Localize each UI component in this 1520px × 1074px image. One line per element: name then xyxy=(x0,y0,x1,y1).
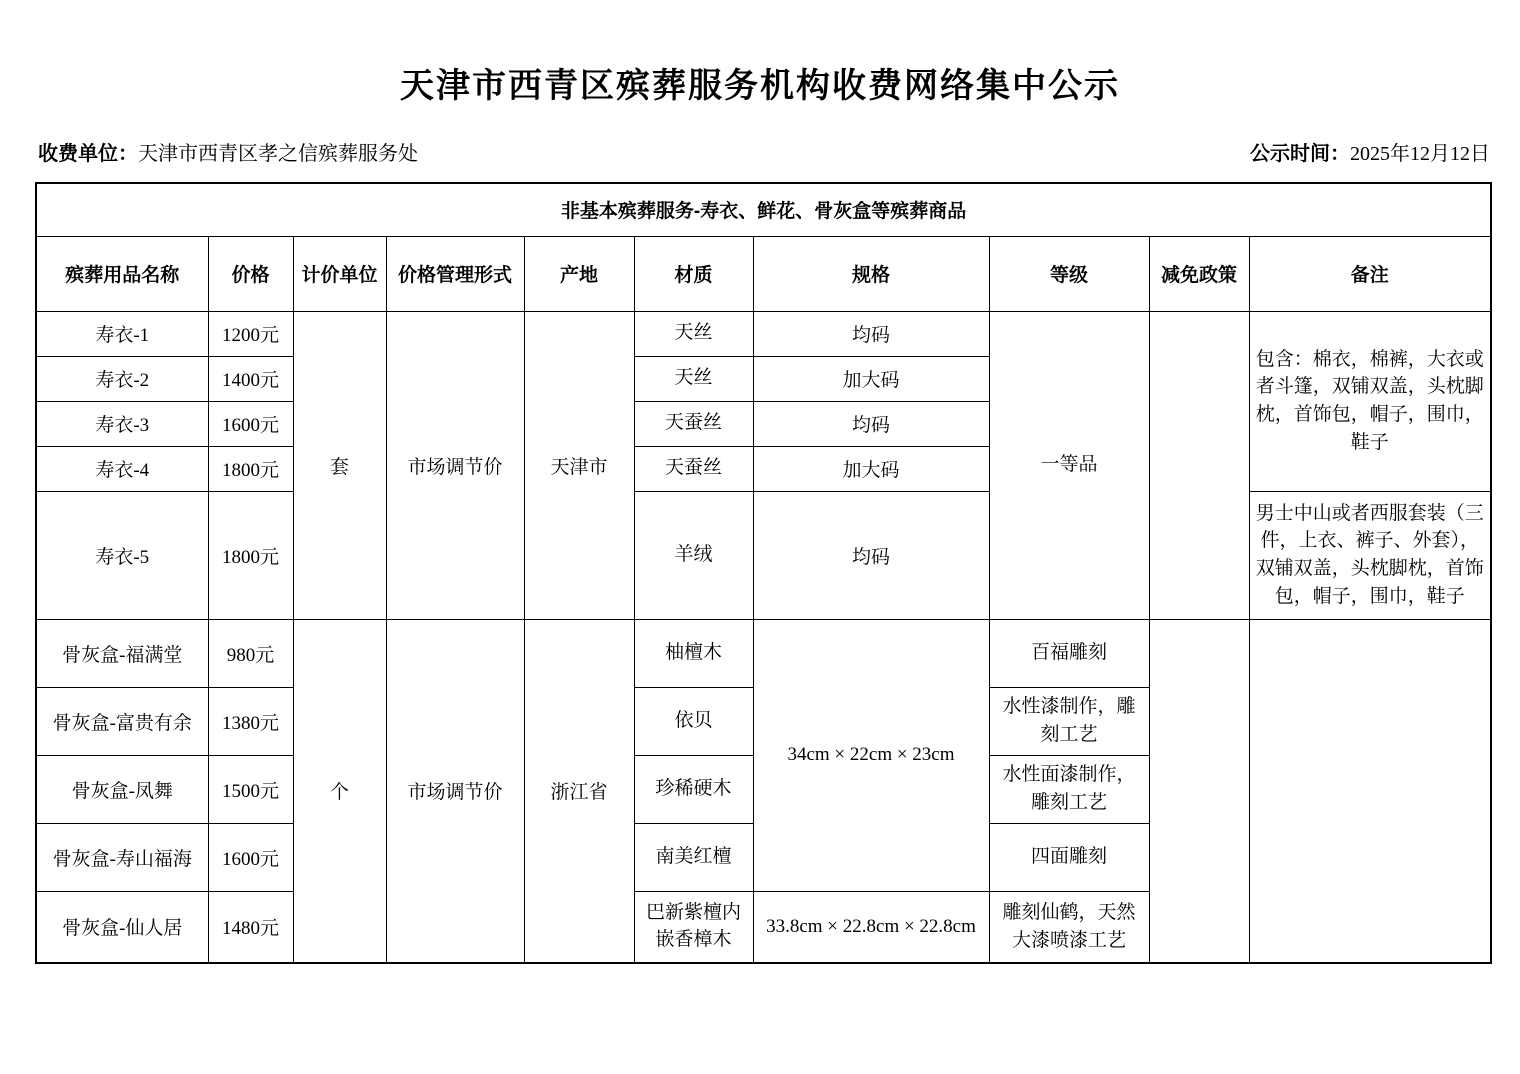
unit-cell: 套 xyxy=(293,311,386,619)
price-cell: 1200元 xyxy=(208,311,293,356)
material-cell: 天丝 xyxy=(634,311,753,356)
charging-unit-label: 收费单位： xyxy=(38,143,138,165)
grade-cell: 水性漆制作，雕刻工艺 xyxy=(989,687,1149,755)
col-header-product-name: 殡葬用品名称 xyxy=(36,236,208,311)
material-cell: 柚檀木 xyxy=(634,619,753,687)
col-header-price-mgmt: 价格管理形式 xyxy=(386,236,524,311)
product-name-cell: 骨灰盒-凤舞 xyxy=(36,755,208,823)
grade-cell: 一等品 xyxy=(989,311,1149,619)
price-mgmt-cell: 市场调节价 xyxy=(386,311,524,619)
publicity-date-value: 2025年12月12日 xyxy=(1350,143,1490,165)
charging-unit xyxy=(38,137,418,166)
grade-cell: 四面雕刻 xyxy=(989,823,1149,891)
col-header-origin: 产地 xyxy=(524,236,634,311)
spec-cell: 33.8cm × 22.8cm × 22.8cm xyxy=(753,891,989,963)
product-name-cell: 骨灰盒-仙人居 xyxy=(36,891,208,963)
spec-cell: 均码 xyxy=(753,401,989,446)
spec-cell: 均码 xyxy=(753,491,989,619)
material-cell: 依贝 xyxy=(634,687,753,755)
product-name-cell: 寿衣-5 xyxy=(36,491,208,619)
material-cell: 珍稀硬木 xyxy=(634,755,753,823)
col-header-unit: 计价单位 xyxy=(293,236,386,311)
price-cell: 1600元 xyxy=(208,401,293,446)
unit-cell: 个 xyxy=(293,619,386,963)
material-cell: 天蚕丝 xyxy=(634,401,753,446)
remark-cell: 男士中山或者西服套装（三件，上衣、裤子、外套），双铺双盖，头枕脚枕，首饰包，帽子，围巾，鞋子 xyxy=(1249,491,1491,619)
material-cell: 天蚕丝 xyxy=(634,446,753,491)
col-header-price: 价格 xyxy=(208,236,293,311)
origin-cell: 天津市 xyxy=(524,311,634,619)
grade-cell: 雕刻仙鹤，天然大漆喷漆工艺 xyxy=(989,891,1149,963)
product-name-cell: 骨灰盒-福满堂 xyxy=(36,619,208,687)
table-row xyxy=(36,619,1491,687)
table-row xyxy=(36,311,1491,356)
column-header-row xyxy=(36,236,1491,311)
policy-cell xyxy=(1149,311,1249,619)
publicity-date xyxy=(1250,137,1490,166)
price-cell: 1800元 xyxy=(208,446,293,491)
spec-cell: 均码 xyxy=(753,311,989,356)
section-header-row xyxy=(36,183,1491,236)
publicity-date-label: 公示时间： xyxy=(1250,143,1350,165)
product-name-cell: 寿衣-2 xyxy=(36,356,208,401)
fee-table xyxy=(35,182,1492,964)
spec-cell: 加大码 xyxy=(753,356,989,401)
product-name-cell: 寿衣-4 xyxy=(36,446,208,491)
price-cell: 1380元 xyxy=(208,687,293,755)
material-cell: 巴新紫檀内嵌香樟木 xyxy=(634,891,753,963)
price-cell: 1400元 xyxy=(208,356,293,401)
page-title: 天津市西青区殡葬服务机构收费网络集中公示 xyxy=(400,68,1120,105)
price-mgmt-cell: 市场调节价 xyxy=(386,619,524,963)
remark-cell: 包含：棉衣，棉裤，大衣或者斗篷，双铺双盖，头枕脚枕，首饰包，帽子，围巾，鞋子 xyxy=(1249,311,1491,491)
grade-cell: 水性面漆制作，雕刻工艺 xyxy=(989,755,1149,823)
price-cell: 1500元 xyxy=(208,755,293,823)
price-cell: 980元 xyxy=(208,619,293,687)
col-header-remark: 备注 xyxy=(1249,236,1491,311)
col-header-material: 材质 xyxy=(634,236,753,311)
charging-unit-value: 天津市西青区孝之信殡葬服务处 xyxy=(138,143,418,165)
product-name-cell: 骨灰盒-富贵有余 xyxy=(36,687,208,755)
policy-cell xyxy=(1149,619,1249,963)
grade-cell: 百福雕刻 xyxy=(989,619,1149,687)
col-header-grade: 等级 xyxy=(989,236,1149,311)
spec-cell: 加大码 xyxy=(753,446,989,491)
material-cell: 羊绒 xyxy=(634,491,753,619)
product-name-cell: 寿衣-3 xyxy=(36,401,208,446)
material-cell: 南美红檀 xyxy=(634,823,753,891)
product-name-cell: 寿衣-1 xyxy=(36,311,208,356)
table-section-header: 非基本殡葬服务-寿衣、鲜花、骨灰盒等殡葬商品 xyxy=(36,183,1491,236)
price-cell: 1600元 xyxy=(208,823,293,891)
remark-cell xyxy=(1249,619,1491,963)
col-header-policy: 减免政策 xyxy=(1149,236,1249,311)
meta-row xyxy=(38,137,1490,166)
table-row xyxy=(36,491,1491,619)
price-cell: 1480元 xyxy=(208,891,293,963)
origin-cell: 浙江省 xyxy=(524,619,634,963)
spec-cell: 34cm × 22cm × 23cm xyxy=(753,619,989,891)
price-cell: 1800元 xyxy=(208,491,293,619)
material-cell: 天丝 xyxy=(634,356,753,401)
product-name-cell: 骨灰盒-寿山福海 xyxy=(36,823,208,891)
col-header-spec: 规格 xyxy=(753,236,989,311)
